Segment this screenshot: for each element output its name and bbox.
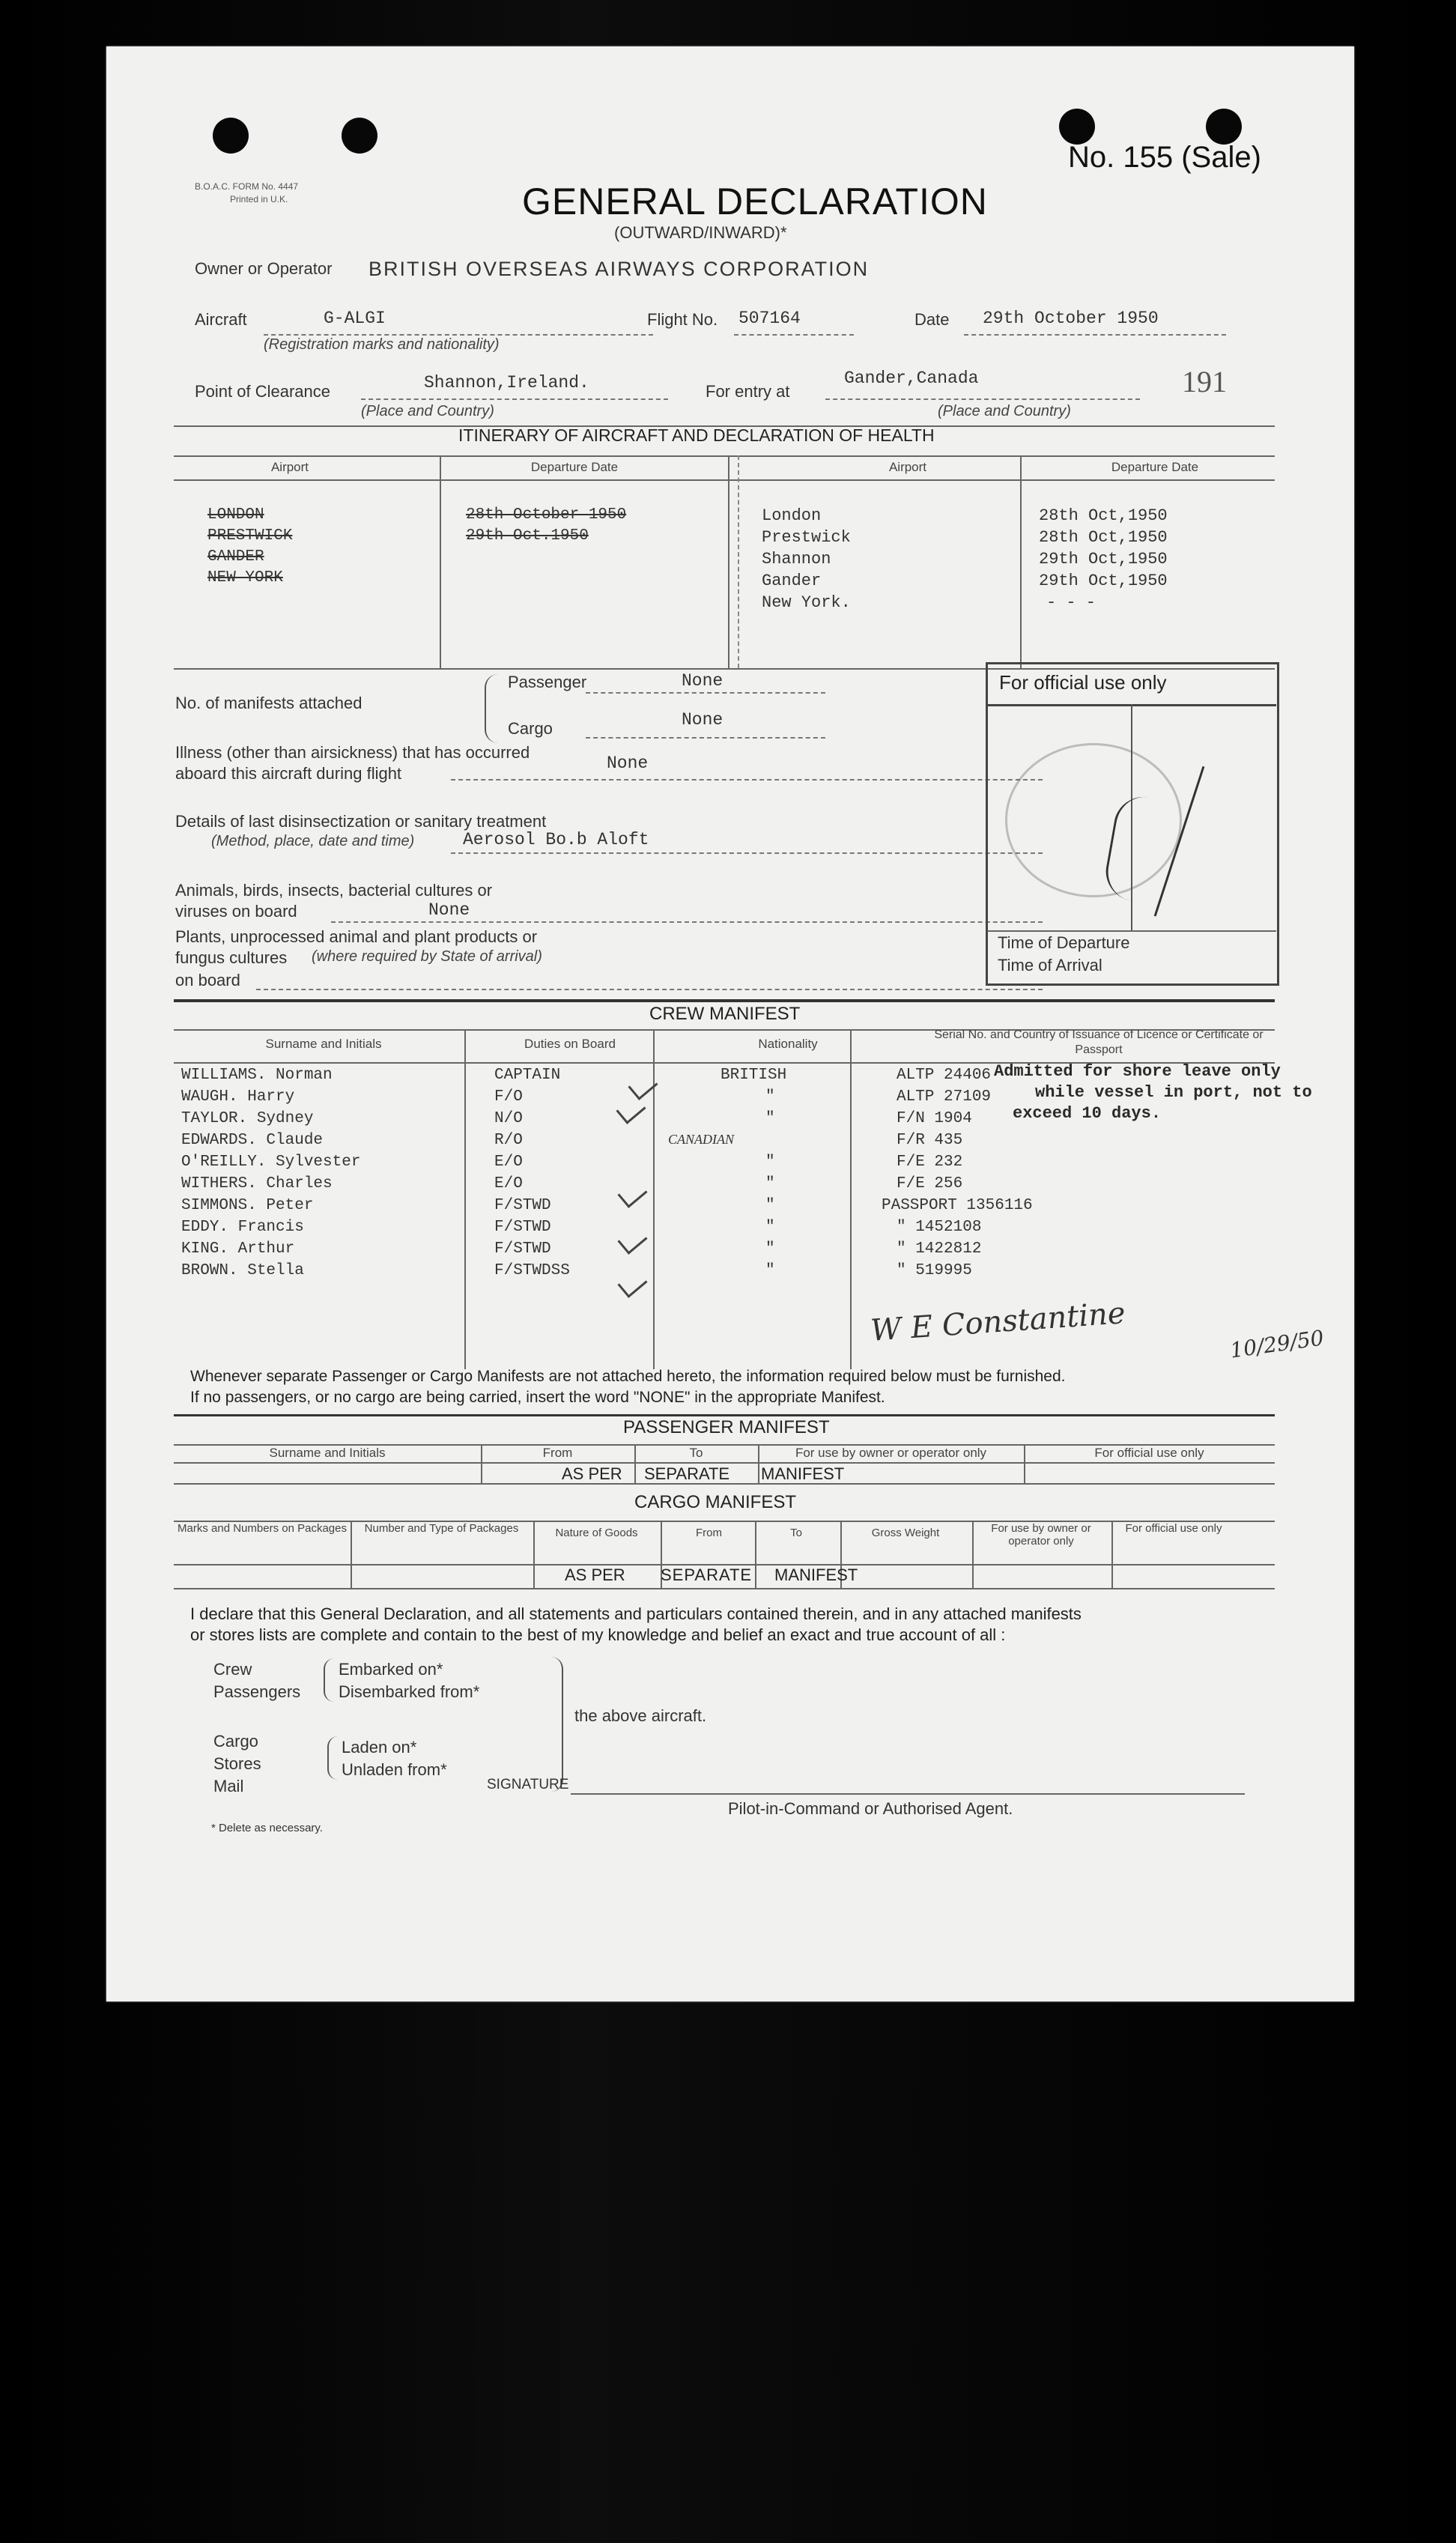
crew-nationality: " bbox=[765, 1219, 775, 1236]
disinsect-label: Details of last disinsectization or sanitary treatment bbox=[175, 812, 547, 831]
owner-label: Owner or Operator bbox=[195, 259, 333, 278]
entry-value: Gander,Canada bbox=[844, 369, 979, 388]
brace bbox=[485, 674, 500, 743]
general-declaration-form bbox=[106, 46, 1354, 2001]
official-use-title: For official use only bbox=[999, 671, 1167, 694]
page-title: GENERAL DECLARATION bbox=[522, 181, 988, 222]
itinerary-right-airport: London bbox=[762, 506, 822, 525]
crew-name: EDDY. Francis bbox=[181, 1219, 304, 1236]
punch-hole bbox=[213, 118, 249, 154]
itinerary-left-airport: PRESTWICK bbox=[207, 527, 293, 545]
crew-licence: ALTP 24406 bbox=[897, 1067, 992, 1084]
crew-row bbox=[181, 1262, 972, 1279]
crew-name: O'REILLY. Sylvester bbox=[181, 1154, 361, 1171]
crew-manifest-title: CREW MANIFEST bbox=[649, 1004, 801, 1024]
cm-header: Nature of Goods bbox=[555, 1527, 638, 1539]
crew-row bbox=[181, 1067, 991, 1084]
crew-duty: F/O bbox=[494, 1088, 523, 1106]
itinerary-left-date: 29th Oct.1950 bbox=[466, 527, 589, 545]
declaration-laden: Laden on* bbox=[342, 1738, 417, 1757]
crew-licence: " 1452108 bbox=[897, 1219, 982, 1236]
shore-leave-stamp: while vessel in port, not to bbox=[1035, 1083, 1312, 1102]
disinsect-value: Aerosol Bo.b Aloft bbox=[463, 830, 649, 849]
crew-nationality: CANADIAN bbox=[668, 1132, 734, 1147]
crew-licence: F/N 1904 bbox=[897, 1110, 972, 1127]
crew-name: WILLIAMS. Norman bbox=[181, 1067, 333, 1084]
crew-row bbox=[181, 1088, 991, 1106]
time-of-departure-label: Time of Departure bbox=[998, 933, 1130, 952]
flight-label: Flight No. bbox=[647, 310, 718, 329]
cargo-count-value: None bbox=[682, 710, 724, 730]
field-line bbox=[734, 334, 854, 336]
crew-nationality: BRITISH bbox=[721, 1067, 787, 1084]
punch-hole bbox=[342, 118, 377, 154]
itinerary-right-airport: Gander bbox=[762, 572, 822, 590]
pm-header: To bbox=[689, 1446, 703, 1460]
crew-row bbox=[181, 1219, 981, 1236]
itinerary-departure-header: Departure Date bbox=[1111, 460, 1199, 474]
stamp-number: 191 bbox=[1182, 365, 1227, 398]
rule bbox=[174, 1462, 1275, 1464]
declaration-text: or stores lists are complete and contain to the best of my knowledge and belief an exact and true account of all : bbox=[190, 1625, 1006, 1644]
aircraft-note: (Registration marks and nationality) bbox=[264, 336, 500, 353]
passenger-count-value: None bbox=[682, 671, 724, 691]
illness-label: Illness (other than airsickness) that has occurred bbox=[175, 743, 530, 762]
shore-leave-stamp: exceed 10 days. bbox=[1013, 1104, 1162, 1123]
signature-label: SIGNATURE bbox=[487, 1777, 569, 1792]
crew-row bbox=[181, 1240, 981, 1258]
cm-header: From bbox=[696, 1527, 722, 1539]
pm-header: For official use only bbox=[1094, 1446, 1204, 1460]
date-label: Date bbox=[914, 310, 950, 329]
itinerary-left-airport: GANDER bbox=[207, 548, 264, 566]
cm-header: Marks and Numbers on Packages bbox=[178, 1522, 347, 1535]
declaration-crew: Crew bbox=[213, 1660, 252, 1679]
crew-duty: F/STWD bbox=[494, 1197, 551, 1214]
disinsect-note: (Method, place, date and time) bbox=[211, 833, 415, 849]
crew-name: EDWARDS. Claude bbox=[181, 1132, 324, 1149]
crew-header-duties: Duties on Board bbox=[524, 1037, 616, 1051]
field-line bbox=[451, 779, 1043, 781]
brace bbox=[324, 1658, 336, 1702]
crew-nationality: " bbox=[765, 1240, 775, 1258]
declaration-disembarked: Disembarked from* bbox=[339, 1682, 480, 1701]
crew-licence: F/E 232 bbox=[897, 1154, 963, 1171]
manifest-notice: If no passengers, or no cargo are being carried, insert the word "NONE" in the appropriate Manifest. bbox=[190, 1389, 885, 1406]
rule bbox=[174, 1588, 1275, 1589]
rule bbox=[174, 479, 1275, 481]
crew-duty: F/STWD bbox=[494, 1219, 551, 1236]
field-line bbox=[331, 921, 1043, 923]
signature-line bbox=[571, 1793, 1245, 1795]
crew-name: SIMMONS. Peter bbox=[181, 1197, 314, 1214]
brace bbox=[550, 1657, 563, 1792]
form-number: No. 155 (Sale) bbox=[1068, 141, 1261, 174]
clearance-value: Shannon,Ireland. bbox=[424, 373, 589, 392]
crew-row bbox=[181, 1175, 962, 1192]
field-line bbox=[586, 692, 825, 694]
crew-duty: E/O bbox=[494, 1154, 523, 1171]
crew-name: KING. Arthur bbox=[181, 1240, 295, 1258]
col-divider bbox=[1111, 1521, 1113, 1588]
pm-header: Surname and Initials bbox=[269, 1446, 386, 1460]
itinerary-right-date: - - - bbox=[1046, 593, 1096, 612]
time-of-arrival-label: Time of Arrival bbox=[998, 956, 1102, 975]
crew-header-name: Surname and Initials bbox=[265, 1037, 382, 1051]
crew-duty: F/STWDSS bbox=[494, 1262, 570, 1279]
delete-note: * Delete as necessary. bbox=[211, 1822, 323, 1834]
illness-value: None bbox=[607, 754, 649, 773]
col-divider bbox=[533, 1521, 535, 1588]
cargo-manifest-title: CARGO MANIFEST bbox=[634, 1492, 797, 1512]
illness-label: aboard this aircraft during flight bbox=[175, 764, 402, 783]
crew-header-nationality: Nationality bbox=[758, 1037, 818, 1051]
punch-hole bbox=[1206, 109, 1242, 145]
itinerary-right-airport: Prestwick bbox=[762, 528, 851, 547]
cm-row-cell: MANIFEST bbox=[774, 1565, 858, 1584]
plants-note: (where required by State of arrival) bbox=[312, 948, 542, 965]
crew-duty: F/STWD bbox=[494, 1240, 551, 1258]
punch-hole bbox=[1059, 109, 1095, 145]
col-divider bbox=[1024, 1444, 1025, 1483]
field-line bbox=[361, 398, 668, 400]
crew-row bbox=[181, 1154, 962, 1171]
crew-name: WAUGH. Harry bbox=[181, 1088, 295, 1106]
crew-licence: PASSPORT 1356116 bbox=[882, 1197, 1033, 1214]
form-printed: Printed in U.K. bbox=[230, 194, 288, 204]
col-divider bbox=[755, 1521, 756, 1588]
field-line bbox=[586, 737, 825, 739]
crew-header-licence: Serial No. and Country of Issuance of Licence or Certificate or Passport bbox=[934, 1028, 1264, 1056]
crew-duty: E/O bbox=[494, 1175, 523, 1192]
plants-label: fungus cultures bbox=[175, 948, 288, 967]
crew-nationality: " bbox=[765, 1088, 775, 1106]
declaration-text: I declare that this General Declaration, and all statements and particulars contained therein, and in any attached manifests bbox=[190, 1604, 1082, 1623]
crew-licence: ALTP 27109 bbox=[897, 1088, 992, 1106]
passenger-count-label: Passenger bbox=[508, 673, 587, 691]
form-code: B.O.A.C. FORM No. 4447 bbox=[195, 181, 299, 192]
crew-row bbox=[181, 1132, 962, 1149]
declaration-cargo: Cargo bbox=[213, 1732, 258, 1751]
itinerary-right-date: 28th Oct,1950 bbox=[1039, 506, 1168, 525]
clearance-label: Point of Clearance bbox=[195, 382, 330, 401]
clearance-note: (Place and Country) bbox=[361, 403, 494, 419]
declaration-passengers: Passengers bbox=[213, 1682, 301, 1701]
owner-value: BRITISH OVERSEAS AIRWAYS CORPORATION bbox=[368, 258, 870, 280]
col-divider bbox=[1020, 455, 1022, 668]
itinerary-right-airport: Shannon bbox=[762, 550, 831, 569]
crew-name: BROWN. Stella bbox=[181, 1262, 304, 1279]
crew-nationality: " bbox=[765, 1154, 775, 1171]
itinerary-right-date: 28th Oct,1950 bbox=[1039, 528, 1168, 547]
crew-duty: R/O bbox=[494, 1132, 523, 1149]
rule bbox=[987, 930, 1276, 932]
itinerary-right-airports bbox=[762, 505, 851, 613]
crew-nationality: " bbox=[765, 1175, 775, 1192]
field-line bbox=[825, 398, 1140, 400]
entry-label: For entry at bbox=[706, 382, 790, 401]
rule bbox=[174, 1483, 1275, 1485]
rule bbox=[174, 999, 1275, 1002]
cm-header: Number and Type of Packages bbox=[364, 1522, 519, 1535]
field-line bbox=[451, 852, 1043, 854]
brace bbox=[327, 1736, 339, 1780]
crew-licence: F/E 256 bbox=[897, 1175, 963, 1192]
col-divider bbox=[972, 1521, 974, 1588]
flight-value: 507164 bbox=[738, 309, 801, 328]
declaration-stores: Stores bbox=[213, 1754, 261, 1773]
plants-label: Plants, unprocessed animal and plant products or bbox=[175, 927, 538, 946]
pm-header: For use by owner or operator only bbox=[795, 1446, 987, 1460]
itinerary-airport-header: Airport bbox=[270, 460, 309, 474]
col-divider bbox=[440, 455, 441, 668]
manifest-notice: Whenever separate Passenger or Cargo Manifests are not attached hereto, the information required below must be furnished. bbox=[190, 1368, 1066, 1385]
declaration-unladen: Unladen from* bbox=[342, 1760, 447, 1779]
animals-label: Animals, birds, insects, bacterial cultures or bbox=[175, 881, 493, 900]
shore-leave-stamp: Admitted for shore leave only bbox=[994, 1062, 1281, 1081]
animals-label: viruses on board bbox=[175, 902, 297, 921]
pm-row-cell: AS PER bbox=[562, 1464, 622, 1483]
crew-nationality: " bbox=[765, 1110, 775, 1127]
field-line bbox=[264, 334, 653, 336]
rule bbox=[174, 455, 1275, 457]
itinerary-left-airport: NEW YORK bbox=[207, 569, 283, 587]
pm-header: From bbox=[542, 1446, 573, 1460]
crew-row bbox=[181, 1197, 1033, 1214]
cm-header: For official use only bbox=[1125, 1522, 1222, 1535]
page-subtitle: (OUTWARD/INWARD)* bbox=[614, 223, 787, 242]
animals-value: None bbox=[428, 900, 470, 920]
crew-licence: " 519995 bbox=[897, 1262, 972, 1279]
crew-nationality: " bbox=[765, 1262, 775, 1279]
plants-label: on board bbox=[175, 971, 240, 989]
crew-name: TAYLOR. Sydney bbox=[181, 1110, 314, 1127]
itinerary-left-date: 28th October 1950 bbox=[466, 506, 627, 524]
cm-header: For use by owner or operator only bbox=[991, 1522, 1091, 1548]
manifests-label: No. of manifests attached bbox=[175, 694, 363, 712]
itinerary-left-airport: LONDON bbox=[207, 506, 264, 524]
crew-duty: N/O bbox=[494, 1110, 523, 1127]
col-divider bbox=[758, 1444, 759, 1483]
itinerary-right-airport: New York. bbox=[762, 593, 851, 612]
signature-caption: Pilot-in-Command or Authorised Agent. bbox=[728, 1799, 1013, 1818]
itinerary-left-dates bbox=[466, 505, 626, 547]
aircraft-value: G-ALGI bbox=[324, 309, 386, 328]
cargo-count-label: Cargo bbox=[508, 719, 553, 738]
col-divider bbox=[738, 455, 739, 668]
aircraft-label: Aircraft bbox=[195, 310, 247, 329]
pm-row-cell: MANIFEST bbox=[761, 1464, 845, 1483]
col-divider bbox=[728, 455, 729, 668]
crew-nationality: " bbox=[765, 1197, 775, 1214]
itinerary-right-date: 29th Oct,1950 bbox=[1039, 572, 1168, 590]
itinerary-airport-header: Airport bbox=[888, 460, 927, 474]
rule bbox=[174, 1414, 1275, 1416]
crew-signature-date: 10/29/50 bbox=[1228, 1325, 1326, 1363]
itinerary-right-date: 29th Oct,1950 bbox=[1039, 550, 1168, 569]
crew-signature: W E Constantine bbox=[869, 1296, 1126, 1348]
entry-note: (Place and Country) bbox=[938, 403, 1071, 419]
declaration-mail: Mail bbox=[213, 1777, 244, 1795]
itinerary-departure-header: Departure Date bbox=[530, 460, 619, 474]
date-value: 29th October 1950 bbox=[983, 309, 1159, 328]
passenger-manifest-title: PASSENGER MANIFEST bbox=[623, 1417, 830, 1437]
pm-row-cell: SEPARATE bbox=[644, 1464, 730, 1483]
col-divider bbox=[481, 1444, 482, 1483]
declaration-above-aircraft: the above aircraft. bbox=[574, 1706, 707, 1725]
cm-row-cell: SEPARATE bbox=[661, 1565, 753, 1584]
cm-header: To bbox=[790, 1527, 802, 1539]
itinerary-left-airports bbox=[207, 505, 292, 589]
cm-header: Gross Weight bbox=[871, 1527, 940, 1539]
itinerary-title: ITINERARY OF AIRCRAFT AND DECLARATION OF HEALTH bbox=[458, 425, 935, 445]
declaration-embarked: Embarked on* bbox=[339, 1660, 443, 1679]
col-divider bbox=[351, 1521, 352, 1588]
crew-duty: CAPTAIN bbox=[494, 1067, 561, 1084]
crew-name: WITHERS. Charles bbox=[181, 1175, 333, 1192]
crew-licence: F/R 435 bbox=[897, 1132, 963, 1149]
field-line bbox=[964, 334, 1226, 336]
cm-row-cell: AS PER bbox=[565, 1565, 625, 1584]
crew-row bbox=[181, 1110, 972, 1127]
itinerary-right-dates bbox=[1039, 505, 1168, 613]
crew-licence: " 1422812 bbox=[897, 1240, 982, 1258]
col-divider bbox=[634, 1444, 636, 1483]
field-line bbox=[256, 989, 1043, 990]
